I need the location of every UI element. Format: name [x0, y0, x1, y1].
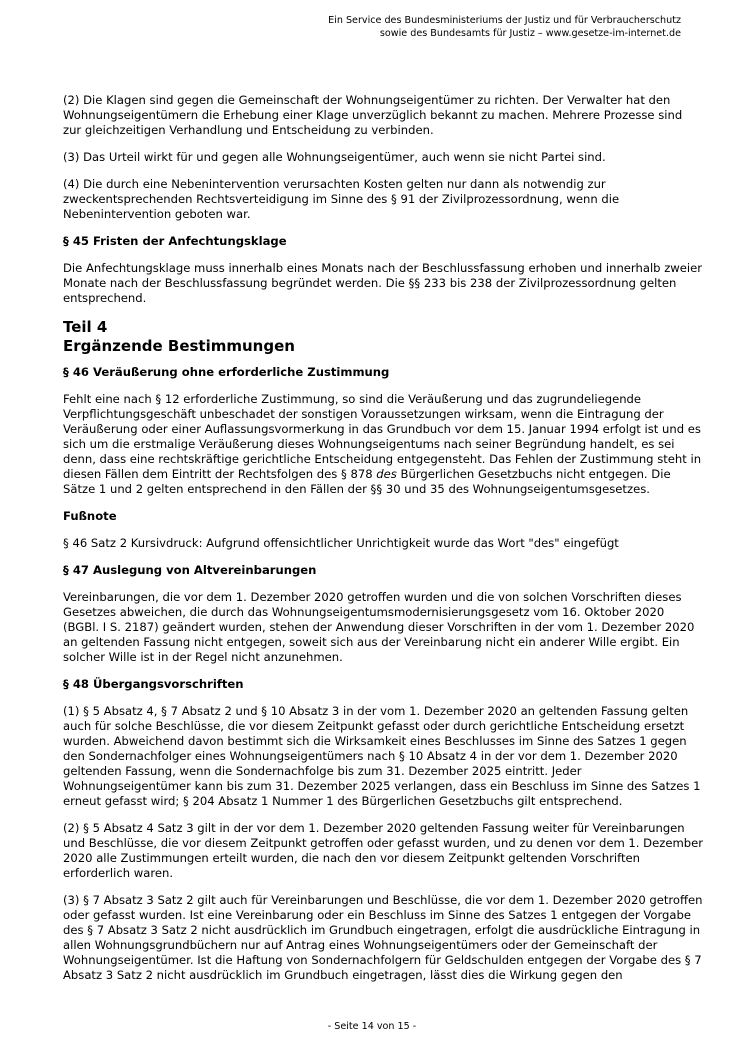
paragraph-47: Vereinbarungen, die vor dem 1. Dezember 2020 getroffen wurden und die von solchen Vorschriften dieses Gesetzes abweichen, die durch das Wohnungseigentumsmodernisierungsgesetz vom 16. Oktober 2020 (BGBl. I S. 2187) geändert wurden, stehen der Anwendung dieser Vorschriften in der vom 1. Dezember 2020 an geltenden Fassung nicht entgegen, soweit sich aus der Vereinbarung nicht ein anderer Wille ergibt. Ein solcher Wille ist in der Regel nicht anzunehmen.: [63, 590, 695, 664]
paragraph-46: [63, 392, 703, 497]
paragraph-48-2: (2) § 5 Absatz 4 Satz 3 gilt in der vor dem 1. Dezember 2020 geltenden Fassung weiter für Vereinbarungen und Beschlüsse, die vor diesem Zeitpunkt getroffen oder gefasst wurden, und zu denen vor dem 1. Dezember 2020 alle Zustimmungen erteilt wurden, die nach den vor diesem Zeitpunkt geltenden Vorschriften erforderlich waren.: [63, 821, 704, 880]
document-content: [63, 93, 703, 995]
footnote-heading: Fußnote: [63, 509, 117, 523]
part-heading: [63, 318, 703, 355]
paragraph-46-italic: des: [376, 467, 397, 481]
part-subtitle: Ergänzende Bestimmungen: [63, 336, 295, 355]
page-header: [328, 14, 681, 40]
paragraph-44-2: (2) Die Klagen sind gegen die Gemeinschaft der Wohnungseigentümer zu richten. Der Verwalter hat den Wohnungseigentümern die Erhebung einer Klage unverzüglich bekannt zu machen. Mehrere Prozesse sind zur gleichzeitigen Verhandlung und Entscheidung zu verbinden.: [63, 93, 683, 137]
paragraph-48-3: (3) § 7 Absatz 3 Satz 2 gilt auch für Vereinbarungen und Beschlüsse, die vor dem 1. Dezember 2020 getroffen oder gefasst wurden. Ist eine Vereinbarung oder ein Beschluss im Sinne des Satzes 1 entgegen der Vorgabe des § 7 Absatz 3 Satz 2 nicht ausdrücklich im Grundbuch eingetragen, erfolgt die ausdrückliche Eintragung in allen Wohnungsgrundbüchern nur auf Antrag eines Wohnungseigentümers oder der Gemeinschaft der Wohnungseigentümer. Ist die Haftung von Sondernachfolgern für Geldschulden entgegen der Vorgabe des § 7 Absatz 3 Satz 2 nicht ausdrücklich im Grundbuch eingetragen, lässt dies die Wirkung gegen den: [63, 893, 703, 982]
paragraph-44-4: (4) Die durch eine Nebenintervention verursachten Kosten gelten nur dann als notwendig zur zweckentsprechenden Rechtsverteidigung im Sinne des § 91 der Zivilprozessordnung, wenn die Nebenintervention geboten war.: [63, 177, 620, 221]
header-line-2: sowie des Bundesamts für Justiz – www.gesetze-im-internet.de: [379, 28, 681, 39]
section-heading-47: § 47 Auslegung von Altvereinbarungen: [63, 563, 317, 577]
section-heading-45: § 45 Fristen der Anfechtungsklage: [63, 234, 287, 248]
footnote-text: § 46 Satz 2 Kursivdruck: Aufgrund offensichtlicher Unrichtigkeit wurde das Wort "des" eingefügt: [63, 536, 619, 550]
paragraph-45: Die Anfechtungsklage muss innerhalb eines Monats nach der Beschlussfassung erhoben und innerhalb zweier Monate nach der Beschlussfassung begründet werden. Die §§ 233 bis 238 der Zivilprozessordnung gelten entsprechend.: [63, 261, 703, 305]
paragraph-46-part-a: Fehlt eine nach § 12 erforderliche Zustimmung, so sind die Veräußerung und das zugrundeliegende Verpflichtungsgeschäft unbeschadet der sonstigen Voraussetzungen wirksam, wenn die Eintragung der Veräußerung oder einer Auflassungsvormerkung in das Grundbuch vor dem 15. Januar 1994 erfolgt ist und es sich um die erstmalige Veräußerung dieses Wohnungseigentums nach seiner Begründung handelt, es sei denn, dass eine rechtskräftige gerichtliche Entscheidung entgegensteht. Das Fehlen der Zustimmung steht in diesen Fällen dem Eintritt der Rechtsfolgen des § 878: [63, 392, 702, 481]
page-footer: [0, 1021, 744, 1032]
section-heading-48: § 48 Übergangsvorschriften: [63, 677, 244, 691]
paragraph-48-1: (1) § 5 Absatz 4, § 7 Absatz 2 und § 10 Absatz 3 in der vom 1. Dezember 2020 an geltenden Fassung gelten auch für solche Beschlüsse, die vor diesem Zeitpunkt gefasst oder durch gerichtliche Entscheidung ersetzt wurden. Abweichend davon bestimmt sich die Wirksamkeit eines Beschlusses im Sinne des Satzes 1 gegen den Sondernachfolger eines Wohnungseigentümers nach § 10 Absatz 4 in der vor dem 1. Dezember 2020 geltenden Fassung, wenn die Sondernachfolge bis zum 31. Dezember 2025 eintritt. Jeder Wohnungseigentümer kann bis zum 31. Dezember 2025 verlangen, dass ein Beschluss im Sinne des Satzes 1 erneut gefasst wird; § 204 Absatz 1 Nummer 1 des Bürgerlichen Gesetzbuchs gilt entsprechend.: [63, 704, 701, 808]
header-line-1: Ein Service des Bundesministeriums der Justiz und für Verbraucherschutz: [328, 15, 681, 26]
paragraph-44-3: (3) Das Urteil wirkt für und gegen alle Wohnungseigentümer, auch wenn sie nicht Partei sind.: [63, 150, 606, 164]
paragraph-46-part-b: Bürgerlichen Gesetzbuchs nicht entgegen. Die Sätze 1 und 2 gelten entsprechend in den Fällen der §§ 30 und 35 des Wohnungseigentumsgesetzes.: [63, 467, 671, 496]
page-number: - Seite 14 von 15 -: [327, 1021, 417, 1032]
part-title: Teil 4: [63, 318, 108, 336]
section-heading-46: § 46 Veräußerung ohne erforderliche Zustimmung: [63, 365, 390, 379]
